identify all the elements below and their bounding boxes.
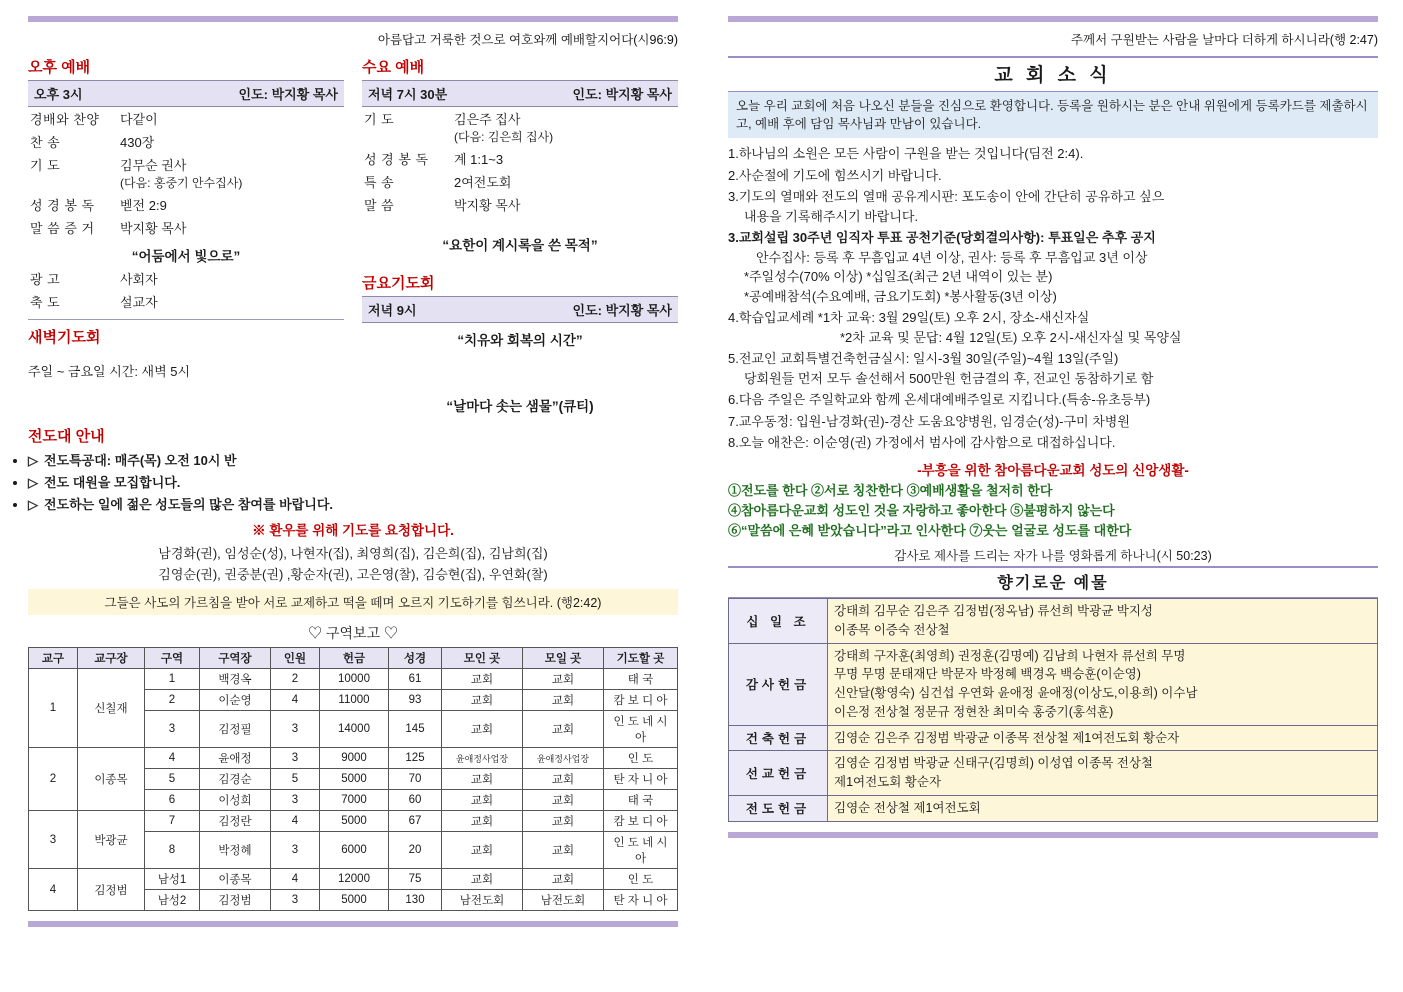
- order-label: 말 씀 증 거: [30, 221, 95, 236]
- cell-count: 4: [271, 869, 320, 890]
- scripture-highlight-box: 그들은 사도의 가르침을 받아 서로 교제하고 떡을 떼며 오르지 기도하기를 힘쓰니라. (행2:42): [28, 589, 678, 615]
- cell-next-place: 교회: [523, 769, 604, 790]
- cell-bible: 70: [389, 769, 442, 790]
- cell-pray-place: 인 도: [604, 748, 678, 769]
- friday-prayer-theme: “치유와 회복의 시간”: [457, 333, 583, 348]
- cell-bible: 93: [389, 690, 442, 711]
- offering-names-line: 무명 무명 문태재단 박문자 박정혜 백경옥 백승훈(이순영): [834, 667, 1141, 682]
- cell-offering: 6000: [320, 832, 389, 869]
- news-item-text: 2.사순절에 기도에 힘쓰시기 바랍니다.: [728, 167, 942, 183]
- cell-met-place: 교회: [442, 769, 523, 790]
- order-value: [452, 107, 678, 147]
- table-row: [729, 795, 1378, 821]
- order-value-next: (다음: 김은희 집사): [454, 130, 554, 144]
- wednesday-sermon-title: “요한이 계시록을 쓴 목적”: [442, 238, 598, 253]
- cell-guyeok: 4: [145, 748, 200, 769]
- order-row: [362, 107, 678, 147]
- cell-pray-place: 인 도 네 시 아: [604, 711, 678, 748]
- cell-guyeokjang: 김경순: [200, 769, 271, 790]
- news-item-text: 6.다음 주일은 주일학교와 함께 온세대예배주일로 지킵니다.(특송-유초등부): [728, 392, 1151, 408]
- order-value-main: 김은주 집사: [454, 112, 521, 127]
- news-item-text: 3.교회설립 30주년 임직자 투표 공천기준(당회결의사항): 투표일은 추후 공지: [728, 230, 1156, 246]
- left-top-rule: [28, 16, 678, 22]
- right-verse: 주께서 구원받는 사람을 날마다 더하게 하시니라(행 2:47): [1070, 33, 1378, 47]
- cell-pray-place: 인 도 네 시 아: [604, 832, 678, 869]
- table-row: [29, 669, 678, 690]
- order-value: 벧전 2:9: [120, 198, 167, 213]
- col-header-guyeok: 구역: [145, 648, 200, 669]
- list-item: [728, 166, 1378, 186]
- col-header-gyogu: 교구: [29, 648, 78, 669]
- table-row: [729, 643, 1378, 725]
- cell-guyeokjang: 백경옥: [200, 669, 271, 690]
- news-title-bar: [728, 56, 1378, 92]
- friday-prayer-bar: [362, 296, 678, 323]
- order-value: 430장: [120, 135, 155, 150]
- cell-next-place: 교회: [523, 869, 604, 890]
- cell-offering: 9000: [320, 748, 389, 769]
- right-top-rule: [728, 16, 1378, 22]
- order-value: 계 1:1~3: [454, 152, 504, 167]
- order-label: 경배와 찬양: [30, 112, 100, 127]
- offering-table: [728, 598, 1378, 822]
- left-column: [28, 16, 678, 927]
- offering-names-line: 강태희 구자훈(최영희) 권정훈(김명예) 김남희 나현자 류선희 무명: [834, 648, 1186, 663]
- cell-offering: 14000: [320, 711, 389, 748]
- friday-prayer-title: 금요기도회: [362, 275, 435, 292]
- cell-offering: 11000: [320, 690, 389, 711]
- cell-met-place: 교회: [442, 690, 523, 711]
- left-service-columns: [28, 56, 678, 417]
- col-header-pray-place: 기도할 곳: [604, 648, 678, 669]
- cell-gyogujang: 이종목: [78, 748, 145, 811]
- cell-count: 4: [271, 690, 320, 711]
- news-item-text: 1.하나님의 소원은 모든 사람이 구원을 받는 것입니다(딤전 2:4).: [728, 146, 1084, 162]
- table-row: [29, 811, 678, 832]
- list-item: [728, 144, 1378, 164]
- table-row: [29, 748, 678, 769]
- cell-count: 2: [271, 669, 320, 690]
- cell-gyogujang: 김정범: [78, 869, 145, 911]
- right-bottom-rule: [728, 832, 1378, 838]
- col-header-gyogujang: 교구장: [78, 648, 145, 669]
- order-value-main: 김무순 권사: [120, 158, 187, 173]
- order-row: [28, 107, 344, 130]
- dawn-prayer-time: 주일 ~ 금요일 시간: 새벽 5시: [28, 364, 191, 379]
- cell-count: 3: [271, 711, 320, 748]
- list-item: [728, 412, 1378, 432]
- col-header-offering: 헌금: [320, 648, 389, 669]
- cell-guyeok: 6: [145, 790, 200, 811]
- cell-bible: 67: [389, 811, 442, 832]
- cell-next-place: 남전도회: [523, 890, 604, 911]
- table-header-row: [29, 648, 678, 669]
- cell-bible: 145: [389, 711, 442, 748]
- col-header-count: 인원: [271, 648, 320, 669]
- wednesday-service-order: [362, 107, 678, 216]
- cell-count: 3: [271, 890, 320, 911]
- cell-gyogu: 1: [29, 669, 78, 748]
- offering-names-line: 김영순 김정범 박광균 신태구(김명희) 이성엽 이종목 전상철: [834, 756, 1153, 771]
- cell-met-place: 교회: [442, 832, 523, 869]
- cell-next-place: 교회: [523, 669, 604, 690]
- cell-pray-place: 인 도: [604, 869, 678, 890]
- offering-names: [828, 795, 1378, 821]
- cell-guyeokjang: 이성희: [200, 790, 271, 811]
- list-item-label: 전도하는 일에 젊은 성도들의 많은 참여를 바랍니다.: [44, 497, 334, 512]
- cell-gyogujang: 신칠재: [78, 669, 145, 748]
- table-row: [729, 599, 1378, 644]
- district-report-title: ♡ 구역보고 ♡: [308, 625, 398, 641]
- cell-met-place: 교회: [442, 869, 523, 890]
- news-item-text: 5.전교인 교회특별건축헌금실시: 일시-3월 30일(주일)~4월 13일(주일): [728, 351, 1119, 367]
- afternoon-service-time: 오후 3시: [34, 87, 83, 102]
- offering-names-line: 김영순 김은주 김정범 박광균 이종목 전상철 제1여전도회 황순자: [834, 730, 1180, 745]
- order-value: 박지황 목사: [454, 198, 521, 213]
- cell-guyeok: 8: [145, 832, 200, 869]
- cell-met-place: 윤애정사업장: [442, 748, 523, 769]
- cell-met-place: 교회: [442, 811, 523, 832]
- cell-pray-place: 태 국: [604, 790, 678, 811]
- triangle-icon: ▷: [28, 475, 38, 490]
- cell-count: 3: [271, 790, 320, 811]
- dawn-prayer-theme: “날마다 솟는 샘물”(큐티): [446, 399, 594, 414]
- offering-names: [828, 751, 1378, 796]
- list-item: [28, 450, 678, 469]
- cell-guyeokjang: 이순영: [200, 690, 271, 711]
- right-column: [728, 16, 1378, 838]
- cell-next-place: 교회: [523, 711, 604, 748]
- evangelism-list: [28, 450, 678, 513]
- cell-gyogu: 4: [29, 869, 78, 911]
- wednesday-service-bar: [362, 80, 678, 107]
- afternoon-service-title: 오후 예배: [28, 59, 91, 76]
- news-item-subtext: 내용을 기록해주시기 바랍니다.: [744, 208, 919, 224]
- order-value: 박지황 목사: [120, 221, 187, 236]
- wednesday-service-title: 수요 예배: [362, 59, 425, 76]
- news-title: 교 회 소 식: [994, 65, 1112, 86]
- order-label: 기 도: [364, 112, 395, 127]
- order-value: 설교자: [120, 295, 158, 310]
- news-item-subtext: *2차 교육 및 문답: 4월 12일(토) 오후 2시-새신자실 및 목양실: [840, 329, 1182, 345]
- offering-names-line: 이종목 이증숙 전상철: [834, 622, 950, 637]
- cell-next-place: 교회: [523, 832, 604, 869]
- cell-next-place: 윤애정사업장: [523, 748, 604, 769]
- wednesday-service-time: 저녁 7시 30분: [368, 87, 448, 102]
- district-report-table: [28, 647, 678, 911]
- cell-next-place: 교회: [523, 790, 604, 811]
- cell-offering: 5000: [320, 890, 389, 911]
- cell-count: 3: [271, 832, 320, 869]
- news-list: [728, 144, 1378, 453]
- faith-life-line: ⑥“말씀에 은혜 받았습니다”라고 인사한다 ⑦웃는 얼굴로 성도를 대한다: [728, 523, 1132, 539]
- order-label: 성 경 봉 독: [364, 152, 429, 167]
- order-label: 말 씀: [364, 198, 395, 213]
- cell-count: 5: [271, 769, 320, 790]
- faith-life-line: ①전도를 한다 ②서로 칭찬한다 ③예배생활을 철저히 한다: [728, 482, 1053, 498]
- divider: [28, 319, 344, 320]
- order-row: [28, 216, 344, 239]
- order-row: [362, 170, 678, 193]
- order-row: [362, 193, 678, 216]
- list-item: [728, 308, 1378, 347]
- cell-guyeok: 남성2: [145, 890, 200, 911]
- col-header-met-place: 모인 곳: [442, 648, 523, 669]
- news-item-text: 3.기도의 열매와 전도의 열매 공유게시판: 포도송이 안에 간단히 공유하고 싶으: [728, 189, 1165, 205]
- list-item-label: 전도특공대: 매주(목) 오전 10시 반: [44, 453, 237, 468]
- order-label: 광 고: [30, 272, 61, 287]
- list-item: [28, 472, 678, 491]
- offering-names-line: 김영순 전상철 제1여전도회: [834, 800, 981, 815]
- faith-life-line: ④참아름다운교회 성도인 것을 자랑하고 좋아한다 ⑤불평하지 않는다: [728, 502, 1115, 518]
- cell-met-place: 교회: [442, 711, 523, 748]
- order-row: [362, 147, 678, 170]
- offering-category: 건축헌금: [729, 725, 828, 751]
- afternoon-service-order: [28, 107, 344, 239]
- offering-names-line: 제1여전도회 황순자: [834, 775, 942, 790]
- revival-title: -부흥을 위한 참아름다운교회 성도의 신앙생활-: [917, 462, 1189, 478]
- cell-count: 3: [271, 748, 320, 769]
- order-row: [28, 290, 344, 313]
- faith-life-list: [728, 481, 1378, 541]
- prayer-request-title: ※ 환우를 위해 기도를 요청합니다.: [252, 523, 454, 538]
- list-item: [728, 228, 1378, 306]
- offering-title: 향기로운 예물: [997, 575, 1109, 593]
- dawn-prayer-title: 새벽기도회: [28, 329, 101, 346]
- cell-bible: 75: [389, 869, 442, 890]
- order-label: 찬 송: [30, 135, 61, 150]
- triangle-icon: ▷: [28, 497, 38, 512]
- afternoon-service-leader: 인도: 박지황 목사: [238, 87, 338, 102]
- list-item-label: 전도 대원을 모집합니다.: [44, 475, 181, 490]
- cell-guyeok: 3: [145, 711, 200, 748]
- order-label: 축 도: [30, 295, 61, 310]
- order-value: 2여전도회: [454, 175, 512, 190]
- cell-met-place: 교회: [442, 669, 523, 690]
- cell-offering: 12000: [320, 869, 389, 890]
- news-item-text: 8.오늘 애찬은: 이순영(권) 가정에서 범사에 감사함으로 대접하십니다.: [728, 435, 1116, 451]
- cell-pray-place: 캄 보 디 아: [604, 690, 678, 711]
- table-row: [729, 725, 1378, 751]
- news-item-subtext: *공예배참석(수요예배, 금요기도회) *봉사활동(3년 이상): [744, 288, 1057, 304]
- order-row: [28, 267, 344, 290]
- col-header-bible: 성경: [389, 648, 442, 669]
- cell-met-place: 남전도회: [442, 890, 523, 911]
- offering-category: 선교헌금: [729, 751, 828, 796]
- cell-offering: 5000: [320, 769, 389, 790]
- order-row: [28, 130, 344, 153]
- left-bottom-rule: [28, 921, 678, 927]
- order-value: 사회자: [120, 272, 158, 287]
- cell-pray-place: 탄 자 니 아: [604, 890, 678, 911]
- cell-guyeokjang: 윤애정: [200, 748, 271, 769]
- news-item-subtext: *주일성수(70% 이상) *십일조(최근 2년 내역이 있는 분): [744, 269, 1053, 285]
- cell-guyeokjang: 박정혜: [200, 832, 271, 869]
- cell-offering: 10000: [320, 669, 389, 690]
- left-verse: 아름답고 거룩한 것으로 여호와께 예배할지어다(시96:9): [377, 33, 678, 47]
- cell-bible: 60: [389, 790, 442, 811]
- news-item-subtext: 안수집사: 등록 후 무흠입교 4년 이상, 권사: 등록 후 무흠입교 3년 이상: [756, 249, 1148, 265]
- cell-next-place: 교회: [523, 690, 604, 711]
- friday-prayer-time: 저녁 9시: [368, 303, 417, 318]
- prayer-names-line-1: 남경화(권), 임성순(성), 나현자(집), 최영희(집), 김은희(집), 김남희(집): [158, 546, 548, 561]
- order-value: [118, 153, 344, 193]
- cell-guyeokjang: 김정범: [200, 890, 271, 911]
- list-item: [728, 349, 1378, 388]
- afternoon-service-bar: [28, 80, 344, 107]
- cell-bible: 61: [389, 669, 442, 690]
- cell-guyeokjang: 김정필: [200, 711, 271, 748]
- offering-names-line: 강태희 김무순 김은주 김정범(정옥남) 류선희 박광균 박지성: [834, 604, 1153, 619]
- offering-category: 십 일 조: [729, 599, 828, 644]
- order-row: [28, 193, 344, 216]
- cell-pray-place: 캄 보 디 아: [604, 811, 678, 832]
- order-value-next: (다음: 홍중기 안수집사): [120, 176, 243, 190]
- list-item: [728, 433, 1378, 453]
- cell-bible: 125: [389, 748, 442, 769]
- cell-guyeokjang: 이종목: [200, 869, 271, 890]
- offering-names-line: 이은정 전상철 정문규 정현찬 최미숙 홍중기(홍석훈): [834, 704, 1114, 719]
- offering-category: 전도헌금: [729, 795, 828, 821]
- offering-title-bar: [728, 566, 1378, 598]
- cell-guyeok: 5: [145, 769, 200, 790]
- evangelism-block: [28, 425, 678, 615]
- wednesday-service-block: [362, 56, 678, 417]
- news-item-text: 4.학습입교세례 *1차 교육: 3월 29일(토) 오후 2시, 장소-새신자실: [728, 310, 1090, 326]
- offering-names: [828, 643, 1378, 725]
- welcome-box: 오늘 우리 교회에 처음 나오신 분들을 진심으로 환영합니다. 등록을 원하시는 분은 안내 위원에게 등록카드를 제출하시고, 예배 후에 담임 목사님과 만남이 있습니다.: [728, 92, 1378, 138]
- afternoon-sermon-title: “어둠에서 빛으로”: [131, 249, 241, 264]
- cell-offering: 7000: [320, 790, 389, 811]
- cell-guyeokjang: 김정란: [200, 811, 271, 832]
- cell-count: 4: [271, 811, 320, 832]
- cell-pray-place: 탄 자 니 아: [604, 769, 678, 790]
- evangelism-title: 전도대 안내: [28, 428, 105, 445]
- cell-guyeok: 7: [145, 811, 200, 832]
- cell-met-place: 교회: [442, 790, 523, 811]
- order-row: [28, 153, 344, 193]
- friday-prayer-leader: 인도: 박지황 목사: [572, 303, 672, 318]
- table-row: [29, 869, 678, 890]
- list-item: [728, 390, 1378, 410]
- list-item: [728, 187, 1378, 226]
- cell-pray-place: 태 국: [604, 669, 678, 690]
- offering-category: 감사헌금: [729, 643, 828, 725]
- list-item: [28, 494, 678, 513]
- order-label: 특 송: [364, 175, 395, 190]
- cell-guyeok: 2: [145, 690, 200, 711]
- col-header-next-place: 모일 곳: [523, 648, 604, 669]
- news-item-subtext: 당회원들 먼저 모두 솔선해서 500만원 헌금결의 후, 전교인 동참하기로 함: [744, 370, 1154, 386]
- afternoon-service-block: [28, 56, 344, 417]
- cell-gyogu: 2: [29, 748, 78, 811]
- news-item-text: 7.교우동정: 입원-남경화(권)-경산 도움요양병원, 임경순(성)-구미 차병원: [728, 413, 1130, 429]
- col-header-guyeokjang: 구역장: [200, 648, 271, 669]
- cell-guyeok: 남성1: [145, 869, 200, 890]
- offering-names: [828, 725, 1378, 751]
- cell-bible: 20: [389, 832, 442, 869]
- cell-gyogu: 3: [29, 811, 78, 869]
- order-label: 기 도: [30, 158, 61, 173]
- offering-names: [828, 599, 1378, 644]
- cell-bible: 130: [389, 890, 442, 911]
- table-row: [729, 751, 1378, 796]
- cell-offering: 5000: [320, 811, 389, 832]
- thanks-verse: 감사로 제사를 드리는 자가 나를 영화롭게 하나니(시 50:23): [894, 549, 1212, 564]
- cell-next-place: 교회: [523, 811, 604, 832]
- offering-names-line: 신안달(황영숙) 심건섭 우연화 윤애정 윤애정(이상도,이용희) 이수남: [834, 686, 1198, 701]
- afternoon-service-order-2: [28, 267, 344, 313]
- prayer-names-line-2: 김영순(권), 권중분(권) ,황순자(권), 고은영(찰), 김승현(집), 우연화(찰): [158, 567, 548, 582]
- order-label: 성 경 봉 독: [30, 198, 95, 213]
- triangle-icon: ▷: [28, 453, 38, 468]
- cell-guyeok: 1: [145, 669, 200, 690]
- order-value: 다같이: [120, 112, 158, 127]
- wednesday-service-leader: 인도: 박지황 목사: [572, 87, 672, 102]
- cell-gyogujang: 박광균: [78, 811, 145, 869]
